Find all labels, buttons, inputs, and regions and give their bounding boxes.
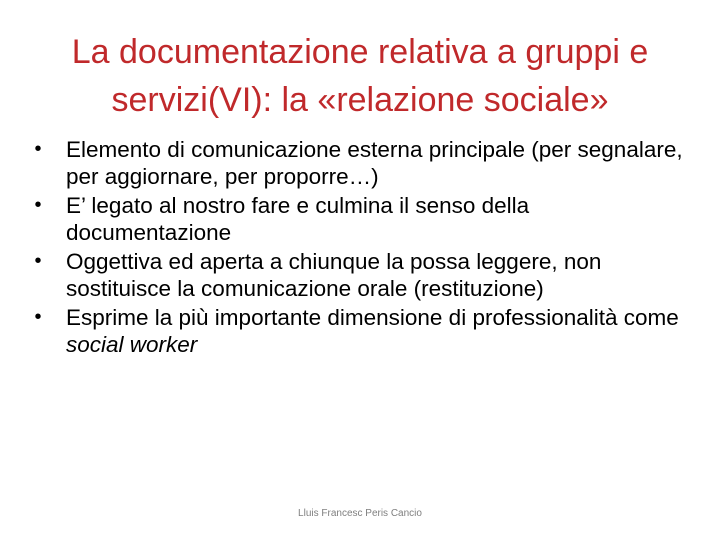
bullet-text: Oggettiva ed aperta a chiunque la possa leggere, non sostituisce la comunicazione orale (restituzione): [66, 249, 602, 301]
bullet-text: [66, 305, 679, 357]
slide-title-line-2: servizi(VI): la «relazione sociale»: [111, 81, 609, 119]
bullet-text-plain: Esprime la più importante dimensione di professionalità come: [66, 305, 679, 330]
bullet-text: Elemento di comunicazione esterna principale (per segnalare, per aggiornare, per proporre…): [66, 137, 683, 189]
bullet-marker: •: [34, 138, 42, 160]
bullet-item-4: [28, 304, 688, 358]
bullet-marker: •: [34, 306, 42, 328]
bullet-marker: •: [34, 250, 42, 272]
slide-title-line-1: La documentazione relativa a gruppi e: [71, 33, 649, 71]
bullet-text: E’ legato al nostro fare e culmina il senso della documentazione: [66, 193, 530, 245]
slide-footer: Lluis Francesc Peris Cancio: [298, 508, 422, 519]
bullet-item-3: [28, 248, 688, 302]
slide-title: [40, 28, 680, 124]
bullet-list: [28, 136, 688, 360]
bullet-marker: •: [34, 194, 42, 216]
bullet-text-italic: social worker: [66, 332, 198, 357]
bullet-item-1: [28, 136, 688, 190]
bullet-item-2: [28, 192, 688, 246]
